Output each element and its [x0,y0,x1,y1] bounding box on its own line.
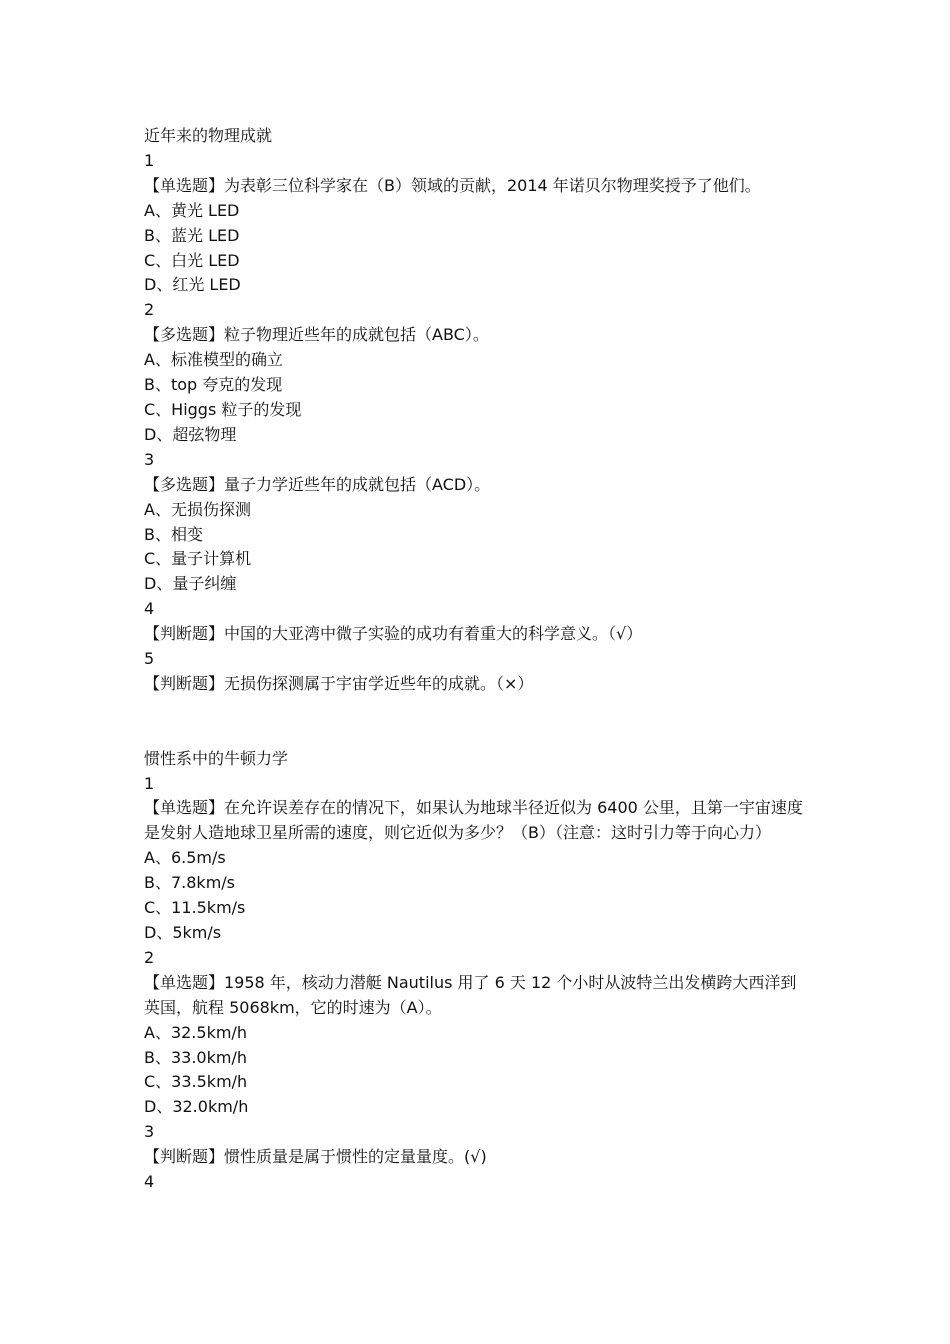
question-number: 2 [144,300,155,320]
answer-option: D、红光 LED [144,275,241,295]
answer-option: B、top 夸克的发现 [144,375,283,395]
section-spacer [144,697,812,747]
answer-option: C、白光 LED [144,250,240,270]
answer-option: B、蓝光 LED [144,225,240,245]
question-number: 5 [144,649,155,669]
question-number: 4 [144,1172,155,1192]
section-title: 惯性系中的牛顿力学 [144,748,289,768]
question-number: 1 [144,150,155,170]
question-stem: 【判断题】惯性质量是属于惯性的定量量度。(√) [144,1147,487,1167]
answer-option: D、32.0km/h [144,1097,249,1117]
answer-option: C、Higgs 粒子的发现 [144,399,302,419]
section [144,124,812,697]
question-stem: 【判断题】中国的大亚湾中微子实验的成功有着重大的科学意义。（√） [144,624,643,644]
answer-option: A、标准模型的确立 [144,350,283,370]
question-number: 1 [144,773,155,793]
answer-option: C、33.5km/h [144,1072,248,1092]
answer-option: C、11.5km/s [144,898,246,918]
question-number: 2 [144,947,155,967]
answer-option: A、32.5km/h [144,1022,247,1042]
answer-option: D、5km/s [144,922,222,942]
question-number: 4 [144,599,155,619]
question-stem: 【多选题】量子力学近些年的成就包括（ACD）。 [144,474,491,494]
answer-option: B、相变 [144,524,203,544]
document-page [144,124,812,1195]
section-title: 近年来的物理成就 [144,126,273,145]
question-stem: 【多选题】粒子物理近些年的成就包括（ABC）。 [144,325,489,345]
answer-option: A、无损伤探测 [144,499,251,519]
question-stem: 【判断题】无损伤探测属于宇宙学近些年的成就。（×） [144,673,534,693]
answer-option: A、黄光 LED [144,200,240,220]
question-stem: 【单选题】在允许误差存在的情况下，如果认为地球半径近似为 6400 公里，且第一宇宙速度是发射人造地球卫星所需的速度，则它近似为多少？（B）（注意：这时引力等于向心力） [144,798,803,843]
answer-option: B、7.8km/s [144,873,236,893]
answer-option: A、6.5m/s [144,848,226,868]
answer-option: D、超弦物理 [144,424,237,444]
section [144,747,812,1195]
answer-option: B、33.0km/h [144,1047,247,1067]
answer-option: C、量子计算机 [144,549,252,569]
question-stem: 【单选题】为表彰三位科学家在（B）领域的贡献，2014 年诺贝尔物理奖授予了他们。 [144,175,761,195]
question-number: 3 [144,449,155,469]
question-number: 3 [144,1122,155,1142]
answer-option: D、量子纠缠 [144,574,237,594]
question-stem: 【单选题】1958 年，核动力潜艇 Nautilus 用了 6 天 12 个小时从波特兰出发横跨大西洋到英国，航程 5068km，它的时速为（A）。 [144,972,797,1017]
